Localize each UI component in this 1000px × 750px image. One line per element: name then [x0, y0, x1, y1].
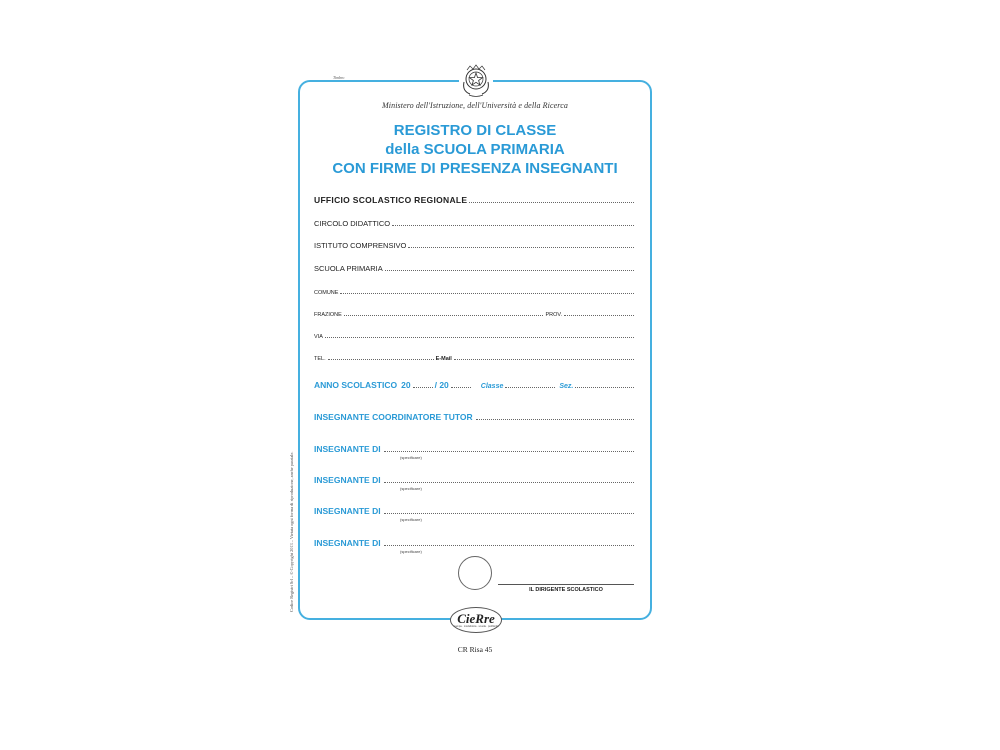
- anno-row: [314, 378, 634, 390]
- insegnante-label: INSEGNANTE DI: [314, 538, 381, 548]
- corner-label: Timbro: [330, 75, 347, 80]
- comune-field[interactable]: [340, 292, 634, 294]
- coordinator-field[interactable]: [476, 418, 634, 420]
- insegnante-field[interactable]: [384, 544, 634, 546]
- insegnante-label: INSEGNANTE DI: [314, 506, 381, 516]
- scuola-row: [314, 261, 634, 273]
- insegnante-row-3: [314, 504, 634, 516]
- insegnante-label: INSEGNANTE DI: [314, 444, 381, 454]
- insegnante-label: INSEGNANTE DI: [314, 475, 381, 485]
- cierre-logo-icon: [450, 607, 502, 633]
- scuola-field[interactable]: [385, 269, 634, 271]
- anno-end-field[interactable]: [451, 386, 471, 388]
- anno-label: ANNO SCOLASTICO: [314, 380, 398, 390]
- title-line-1: REGISTRO DI CLASSE: [393, 122, 557, 139]
- specify-note: (specificare): [400, 549, 422, 554]
- insegnante-field[interactable]: [384, 481, 634, 483]
- ministry-heading: Ministero dell'Istruzione, dell'Università e della Ricerca: [382, 101, 568, 110]
- insegnante-row-2: [314, 473, 634, 485]
- classe-label: Classe: [480, 383, 504, 390]
- circolo-label: CIRCOLO DIDATTICO: [314, 219, 391, 228]
- insegnante-row-1: [314, 442, 634, 454]
- logo-tagline: stampa · modulistica · scuola · pubblicità: [453, 624, 499, 628]
- tel-row: [314, 350, 634, 362]
- via-field[interactable]: [325, 336, 634, 338]
- title-line-2: della SCUOLA PRIMARIA: [385, 141, 565, 158]
- tel-field[interactable]: [328, 358, 434, 360]
- prov-field[interactable]: [564, 314, 634, 316]
- insegnante-row-4: [314, 536, 634, 548]
- istituto-label: ISTITUTO COMPRENSIVO: [314, 241, 407, 250]
- email-field[interactable]: [454, 358, 634, 360]
- copyright-note: Codice Registri Srl – © Copyright 2013 – Vietata ogni forma di riproduzione, anche parziale.: [289, 451, 294, 612]
- specify-note: (specificare): [400, 486, 422, 491]
- insegnante-field[interactable]: [384, 450, 634, 452]
- circolo-field[interactable]: [392, 224, 634, 226]
- dirigente-label: IL DIRIGENTE SCOLASTICO: [529, 587, 603, 593]
- ufficio-row: [314, 193, 634, 205]
- anno-year-start: 20: [401, 380, 411, 390]
- email-label: E-Mail: [435, 356, 452, 362]
- ufficio-label: UFFICIO SCOLASTICO REGIONALE: [314, 195, 468, 205]
- sez-label: Sez.: [559, 383, 574, 390]
- specify-note: (specificare): [400, 517, 422, 522]
- prov-label: PROV.: [545, 312, 563, 318]
- ufficio-field[interactable]: [469, 201, 634, 203]
- republic-emblem-icon: [459, 60, 493, 100]
- circolo-row: [314, 216, 634, 228]
- title-line-3: CON FIRME DI PRESENZA INSEGNANTI: [332, 160, 618, 177]
- tel-label: TEL.: [314, 356, 326, 362]
- insegnante-field[interactable]: [384, 512, 634, 514]
- via-row: [314, 328, 634, 340]
- frazione-label: FRAZIONE: [314, 312, 342, 318]
- istituto-field[interactable]: [408, 246, 634, 248]
- seal-circle-icon: [458, 556, 492, 590]
- istituto-row: [314, 238, 634, 250]
- product-code: CR Risa 45: [457, 645, 493, 654]
- coordinator-label: INSEGNANTE COORDINATORE TUTOR: [314, 412, 473, 422]
- specify-note: (specificare): [400, 455, 422, 460]
- comune-row: [314, 284, 634, 296]
- sez-field[interactable]: [575, 386, 634, 388]
- coordinator-row: [314, 410, 634, 422]
- frazione-row: [314, 306, 634, 318]
- classe-field[interactable]: [505, 386, 555, 388]
- signature-line[interactable]: [498, 584, 634, 585]
- anno-start-field[interactable]: [413, 386, 433, 388]
- via-label: VIA: [314, 334, 323, 340]
- logo-text: CieRre: [457, 610, 495, 626]
- scuola-label: SCUOLA PRIMARIA: [314, 264, 383, 273]
- frazione-field[interactable]: [344, 314, 544, 316]
- comune-label: COMUNE: [314, 290, 339, 296]
- anno-year-sep: / 20: [434, 380, 449, 390]
